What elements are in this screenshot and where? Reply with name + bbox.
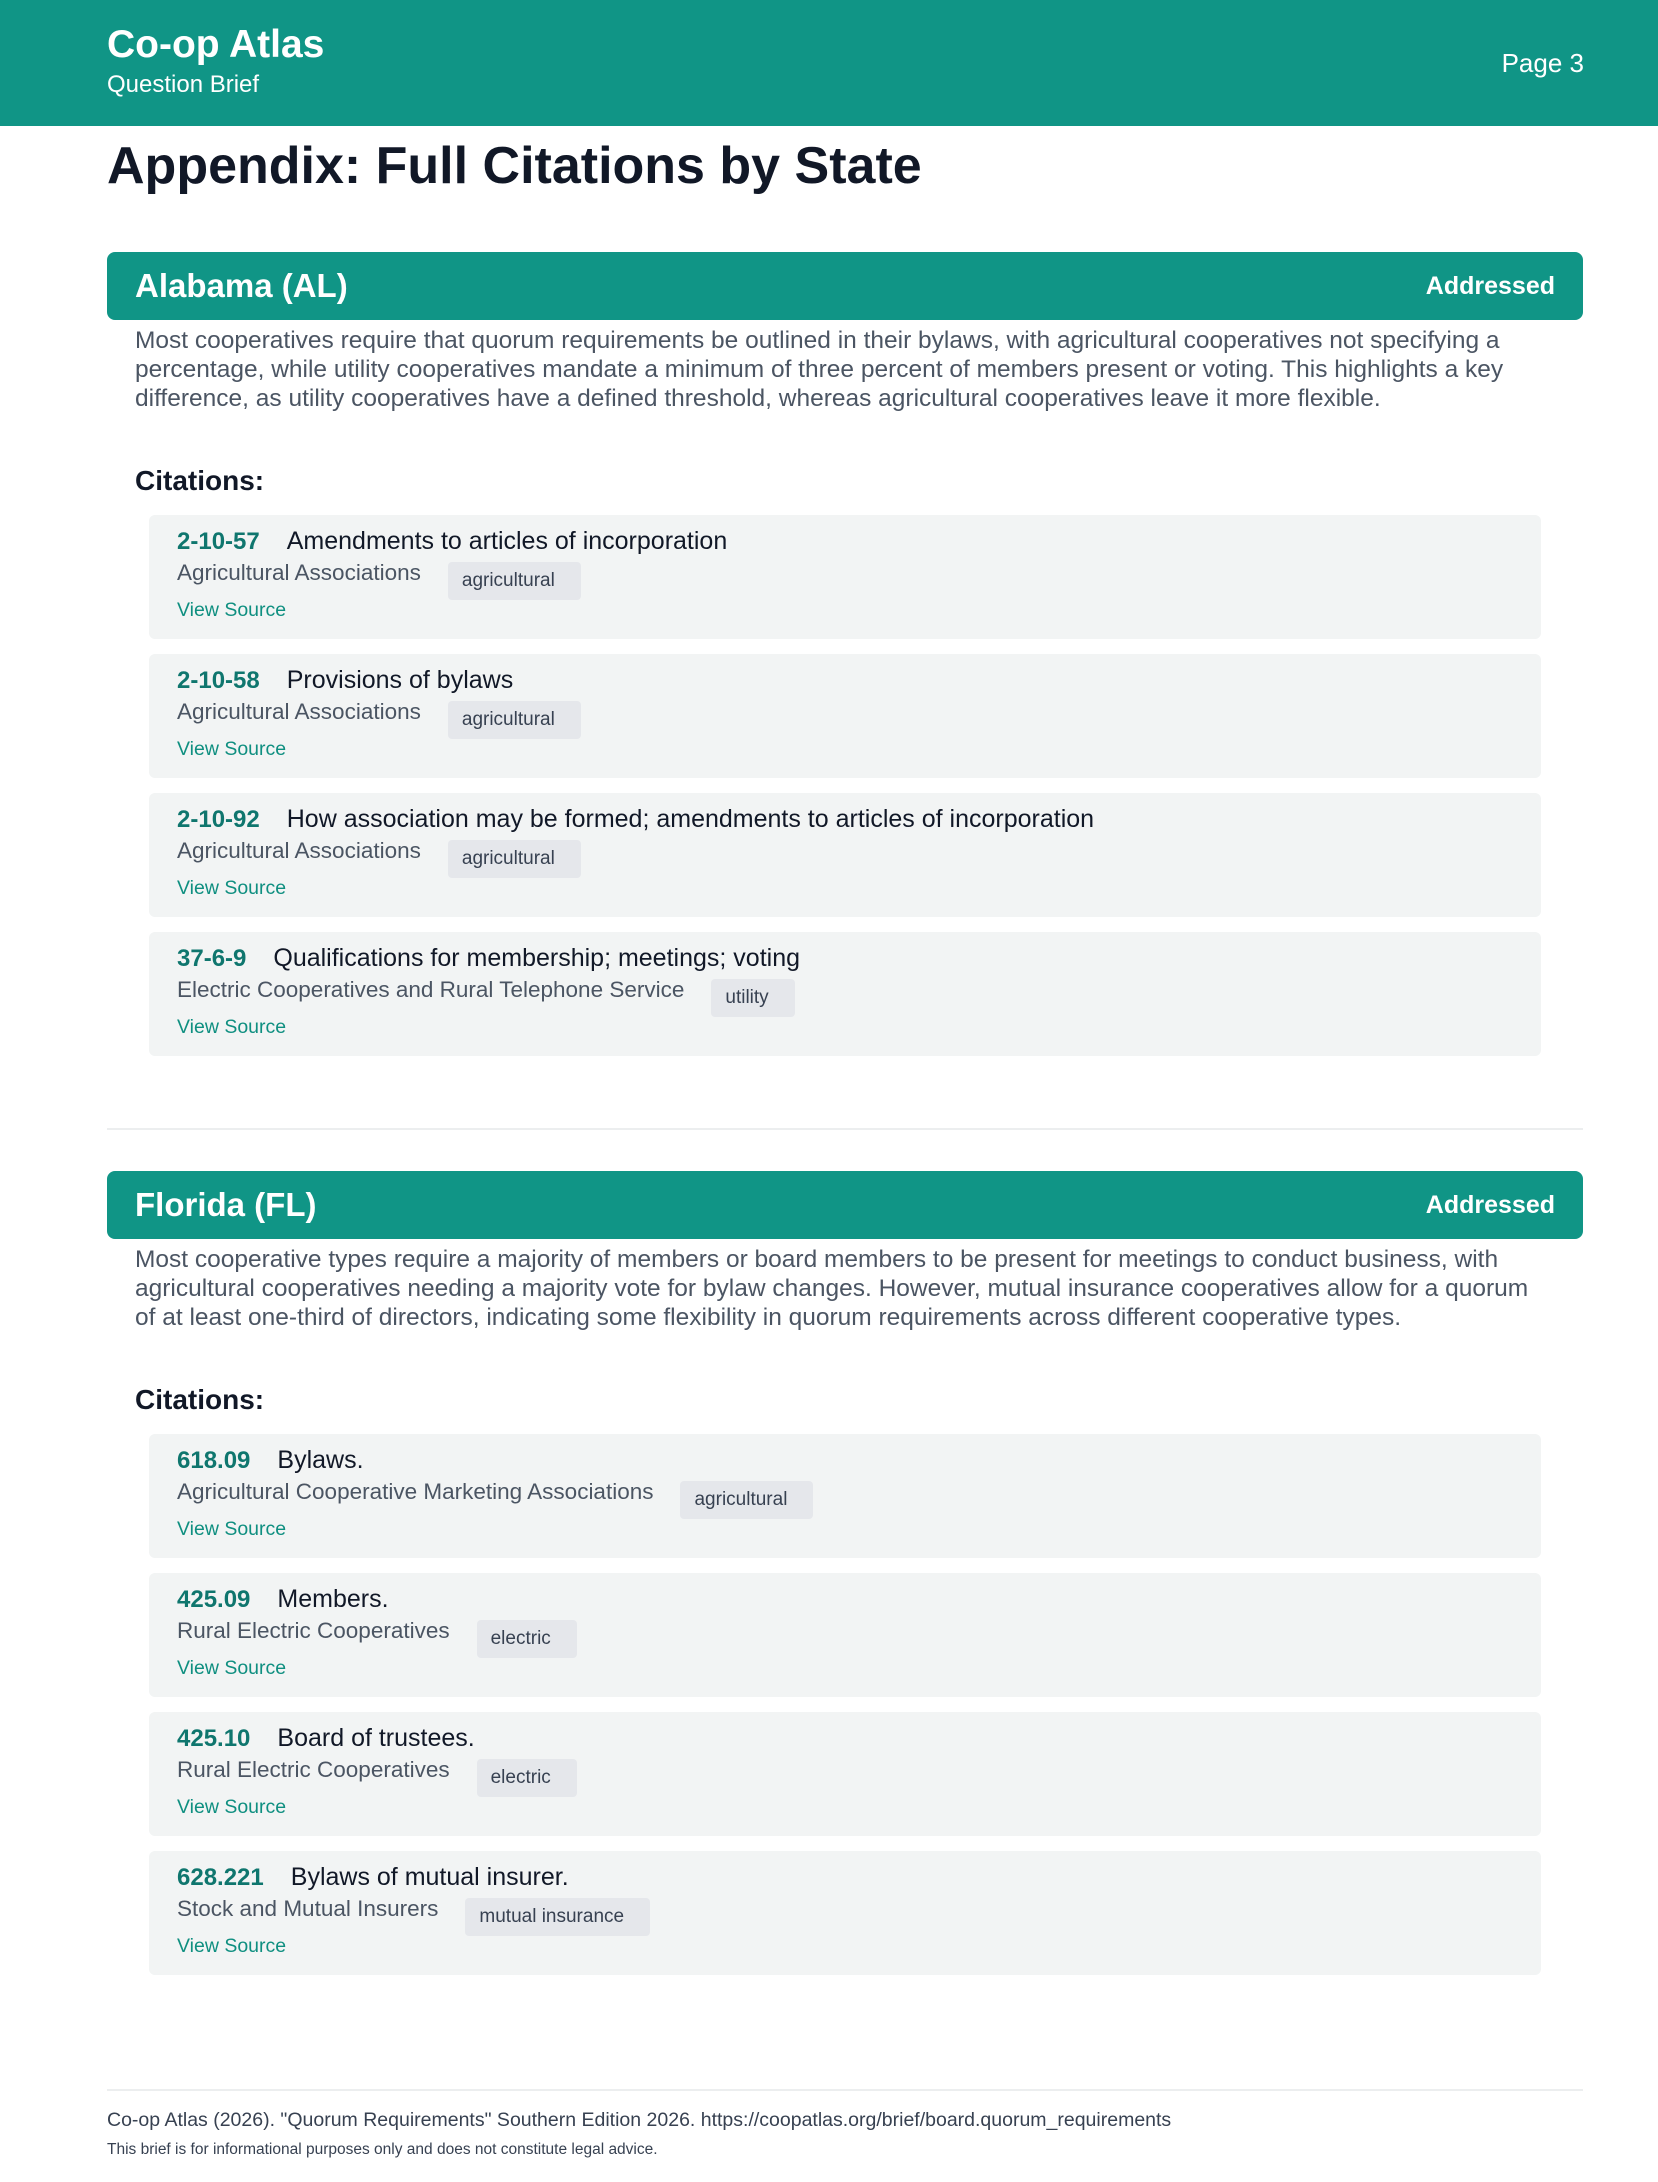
- page-number: Page 3: [1501, 48, 1584, 78]
- citation-title: Bylaws of mutual insurer.: [290, 1863, 569, 1891]
- citation-chapter: Agricultural Associations: [177, 560, 421, 585]
- citation-card: [149, 654, 1541, 778]
- state-summary: Most cooperatives require that quorum requirements be outlined in their bylaws, with agricultural cooperatives not specifying a percentage, while utility cooperatives mandate a minimum of three percent of members present or voting. This highlights a key difference, as utility cooperatives have a defined threshold, whereas agricultural cooperatives leave it more flexible.: [135, 327, 1504, 412]
- citation-title: Board of trustees.: [277, 1724, 475, 1752]
- citation-chapter: Stock and Mutual Insurers: [177, 1896, 439, 1921]
- category-tag: agricultural: [448, 840, 581, 878]
- state-header-bar: [107, 1171, 1583, 1239]
- citation-chapter: Rural Electric Cooperatives: [177, 1757, 450, 1782]
- footer-disclaimer: This brief is for informational purposes only and does not constitute legal advice.: [107, 2141, 658, 2158]
- category-tag: utility: [711, 979, 794, 1017]
- citation-card: [149, 1434, 1541, 1558]
- citation-title: Members.: [277, 1585, 389, 1613]
- citation-chapter: Agricultural Associations: [177, 699, 421, 724]
- footer-divider: [107, 2089, 1583, 2091]
- category-tag: agricultural: [680, 1481, 813, 1519]
- citation-title: How association may be formed; amendments to articles of incorporation: [286, 805, 1095, 833]
- citations-heading: Citations:: [135, 1384, 265, 1415]
- citation-chapter: Rural Electric Cooperatives: [177, 1618, 450, 1643]
- citation-card: [149, 1851, 1541, 1975]
- brand: [107, 22, 324, 100]
- footer-citation: Co-op Atlas (2026). "Quorum Requirements" Southern Edition 2026. https://coopatlas.org/brief/board.quorum_requirements: [107, 2109, 1172, 2131]
- citation-list: [107, 1434, 1583, 1975]
- citation-code: 425.10: [177, 1725, 251, 1752]
- citation-card: [149, 932, 1541, 1056]
- citation-card: [149, 1573, 1541, 1697]
- citation-chapter: Electric Cooperatives and Rural Telephone Service: [177, 977, 685, 1002]
- citation-code: 2-10-57: [177, 528, 260, 555]
- view-source-link[interactable]: View Source: [177, 1935, 287, 1957]
- status-badge: Addressed: [1425, 271, 1555, 300]
- app-subtitle: Question Brief: [107, 71, 260, 98]
- citation-card: [149, 793, 1541, 917]
- category-tag: agricultural: [448, 562, 581, 600]
- state-name: Alabama (AL): [135, 267, 348, 304]
- page-footer: [107, 2089, 1583, 2159]
- citation-title: Provisions of bylaws: [286, 666, 514, 694]
- state-summary: Most cooperative types require a majority of members or board members to be present for meetings to conduct business, with agricultural cooperatives needing a majority vote for bylaw changes. However, mutual insurance cooperatives allow for a quorum of at least one-third of directors, indicating some flexibility in quorum requirements across different cooperative types.: [135, 1246, 1529, 1331]
- view-source-link[interactable]: View Source: [177, 599, 287, 621]
- citation-code: 425.09: [177, 1586, 251, 1613]
- category-tag: mutual insurance: [465, 1898, 650, 1936]
- status-badge: Addressed: [1425, 1190, 1555, 1219]
- state-header-bar: [107, 252, 1583, 320]
- page-title: Appendix: Full Citations by State: [107, 137, 922, 195]
- citation-title: Amendments to articles of incorporation: [286, 527, 728, 555]
- citation-card: [149, 1712, 1541, 1836]
- app-title: Co-op Atlas: [107, 23, 325, 66]
- category-tag: electric: [477, 1620, 577, 1658]
- category-tag: agricultural: [448, 701, 581, 739]
- citation-card: [149, 515, 1541, 639]
- citation-code: 37-6-9: [177, 945, 247, 972]
- citation-code: 2-10-92: [177, 806, 260, 833]
- citation-title: Bylaws.: [277, 1446, 364, 1474]
- view-source-link[interactable]: View Source: [177, 877, 287, 899]
- category-tag: electric: [477, 1759, 577, 1797]
- citation-list: [107, 515, 1583, 1056]
- view-source-link[interactable]: View Source: [177, 1657, 287, 1679]
- section-divider: [107, 1128, 1583, 1130]
- view-source-link[interactable]: View Source: [177, 1016, 287, 1038]
- citation-code: 618.09: [177, 1447, 251, 1474]
- citation-title: Qualifications for membership; meetings; voting: [273, 944, 800, 972]
- state-section-florida: [107, 1171, 1583, 1990]
- citations-heading: Citations:: [135, 465, 265, 496]
- page-header: [0, 0, 1658, 126]
- view-source-link[interactable]: View Source: [177, 738, 287, 760]
- view-source-link[interactable]: View Source: [177, 1796, 287, 1818]
- citation-code: 628.221: [177, 1864, 264, 1891]
- citation-code: 2-10-58: [177, 667, 260, 694]
- view-source-link[interactable]: View Source: [177, 1518, 287, 1540]
- state-name: Florida (FL): [135, 1186, 317, 1223]
- citation-chapter: Agricultural Associations: [177, 838, 421, 863]
- citation-chapter: Agricultural Cooperative Marketing Associations: [177, 1479, 654, 1504]
- state-section-alabama: [107, 252, 1583, 1071]
